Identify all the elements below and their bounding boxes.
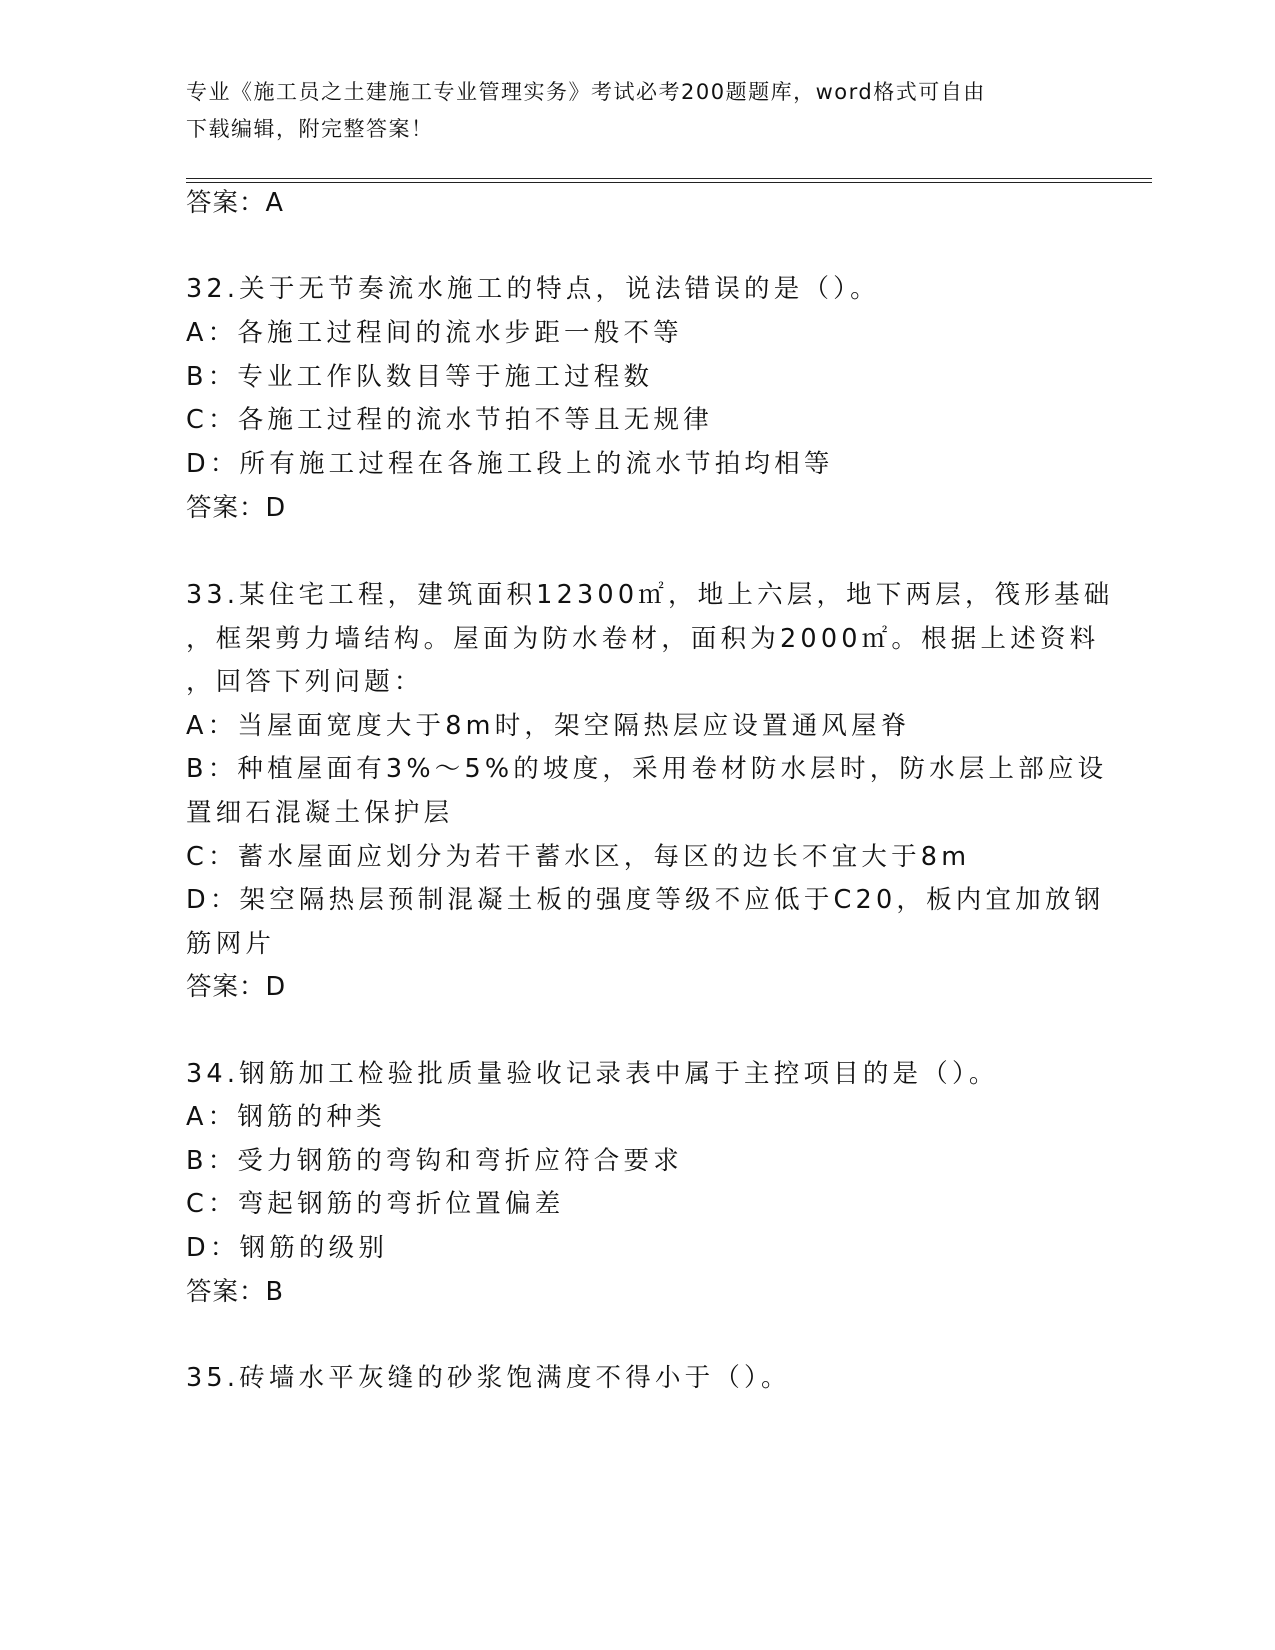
q32-answer: 答案：D [186, 493, 287, 523]
q32-option-a: A：各施工过程间的流水步距一般不等 [186, 318, 683, 348]
q33-stem-line-3: ，回答下列问题： [186, 667, 424, 697]
q33-option-b-line-1: B：种植屋面有3%～5%的坡度，采用卷材防水层时，防水层上部应设 [186, 754, 1108, 784]
header-line-2: 下载编辑，附完整答案！ [186, 117, 434, 141]
document-header [186, 74, 1066, 148]
q32-option-d: D：所有施工过程在各施工段上的流水节拍均相等 [186, 449, 834, 479]
q34-stem: 34.钢筋加工检验批质量验收记录表中属于主控项目的是（）。 [186, 1059, 999, 1089]
q32-stem: 32.关于无节奏流水施工的特点，说法错误的是（）。 [186, 274, 880, 304]
q33-option-b-line-2: 置细石混凝土保护层 [186, 798, 454, 828]
q34-option-a: A：钢筋的种类 [186, 1102, 386, 1132]
header-divider-top [186, 178, 1152, 179]
q33-stem-line-1: 33.某住宅工程，建筑面积12300㎡，地上六层，地下两层，筏形基础 [186, 580, 1114, 610]
q33-option-c: C：蓄水屋面应划分为若干蓄水区，每区的边长不宜大于8m [186, 842, 971, 872]
q33-stem-line-2: ，框架剪力墙结构。屋面为防水卷材，面积为2000㎡。根据上述资料 [186, 624, 1100, 654]
q33-option-a: A：当屋面宽度大于8m时，架空隔热层应设置通风屋脊 [186, 711, 911, 741]
q34-answer: 答案：B [186, 1277, 284, 1307]
q33-option-d-line-1: D：架空隔热层预制混凝土板的强度等级不应低于C20，板内宜加放钢 [186, 885, 1105, 915]
header-divider-bottom [186, 182, 1152, 183]
prev-answer: 答案：A [186, 188, 284, 218]
q34-option-b: B：受力钢筋的弯钩和弯折应符合要求 [186, 1146, 683, 1176]
q32-option-c: C：各施工过程的流水节拍不等且无规律 [186, 405, 713, 435]
header-line-1: 专业《施工员之土建施工专业管理实务》考试必考200题题库，word格式可自由 [186, 80, 986, 104]
q34-option-d: D：钢筋的级别 [186, 1233, 389, 1263]
q33-option-d-line-2: 筋网片 [186, 929, 276, 959]
q32-option-b: B：专业工作队数目等于施工过程数 [186, 362, 654, 392]
q33-answer: 答案：D [186, 972, 287, 1002]
q34-option-c: C：弯起钢筋的弯折位置偏差 [186, 1189, 565, 1219]
q35-stem: 35.砖墙水平灰缝的砂浆饱满度不得小于（）。 [186, 1363, 791, 1393]
